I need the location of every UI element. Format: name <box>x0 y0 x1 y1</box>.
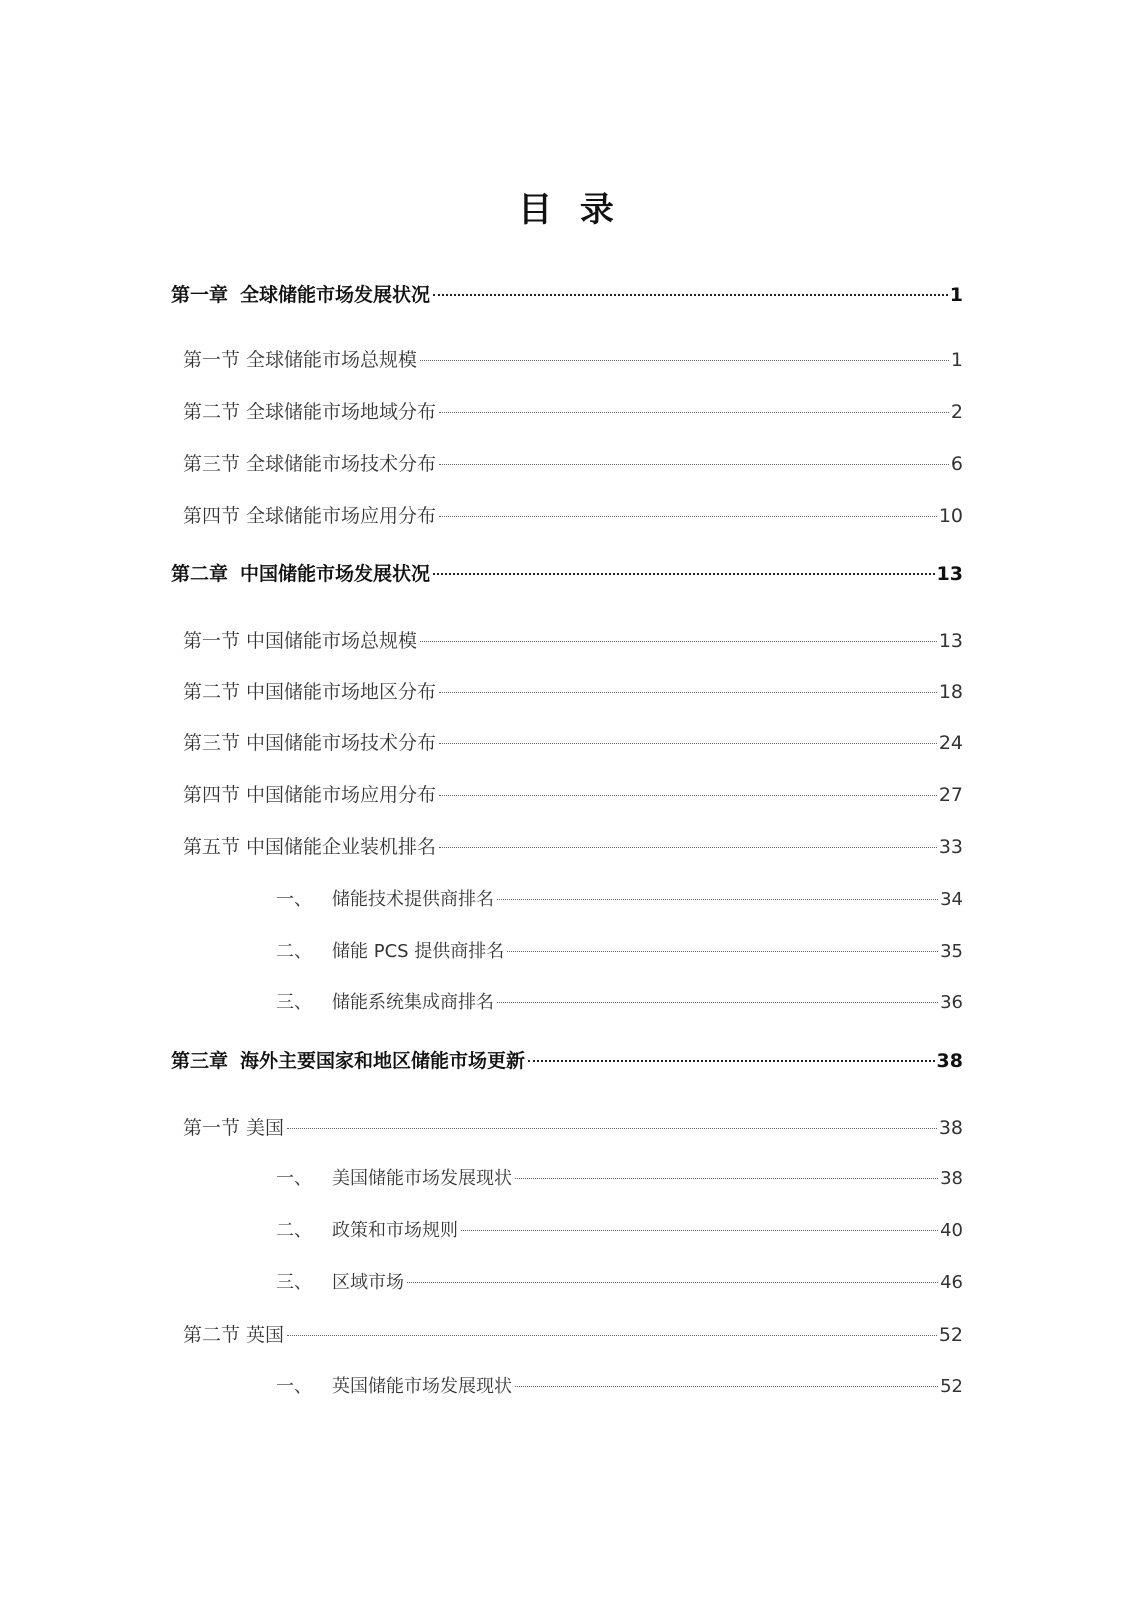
toc-entry-page-number: 10 <box>938 505 963 527</box>
toc-entry-page-number: 40 <box>940 1220 963 1241</box>
toc-entry-sub[interactable] <box>276 1268 963 1298</box>
toc-entry-section[interactable] <box>183 501 963 531</box>
toc-entry-page-number: 18 <box>938 681 963 703</box>
dot-leader <box>433 573 935 575</box>
dot-leader <box>439 412 949 413</box>
toc-entry-page-number: 33 <box>938 836 963 858</box>
toc-entry-section[interactable] <box>183 832 963 862</box>
dot-leader <box>439 516 937 517</box>
toc-entry-sub[interactable] <box>276 937 963 967</box>
dot-leader <box>287 1335 937 1336</box>
toc-entry-label <box>183 626 417 656</box>
toc-entry-section[interactable] <box>183 345 963 375</box>
toc-entry-title: 全球储能市场地域分布 <box>246 401 437 423</box>
toc-entry-number: 第四节 <box>183 505 241 527</box>
toc-entry-page-number: 27 <box>938 784 963 806</box>
toc-entry-page-number: 1 <box>950 349 963 371</box>
toc-entry-number: 一、 <box>276 1376 312 1397</box>
toc-entry-page-number: 34 <box>940 889 963 910</box>
dot-leader <box>439 692 937 693</box>
dot-leader <box>420 360 949 361</box>
dot-leader <box>439 795 937 796</box>
toc-entry-label <box>183 1113 284 1143</box>
toc-entry-sub[interactable] <box>276 1372 963 1402</box>
page-title: 目 录 <box>518 190 622 230</box>
toc-entry-section[interactable] <box>183 677 963 707</box>
toc-entry-number: 第五节 <box>183 836 241 858</box>
dot-leader <box>461 1230 938 1231</box>
toc-entry-page-number: 52 <box>938 1324 963 1346</box>
toc-entry-label <box>276 885 494 915</box>
toc-entry-page-number: 38 <box>940 1168 963 1189</box>
toc-entry-label <box>171 280 430 310</box>
toc-entry-section[interactable] <box>183 397 963 427</box>
toc-entry-page-number: 35 <box>940 941 963 962</box>
toc-entry-title: 全球储能市场应用分布 <box>246 505 437 527</box>
toc-entry-label <box>183 728 436 758</box>
toc-entry-number: 第二节 <box>183 401 241 423</box>
toc-entry-section[interactable] <box>183 728 963 758</box>
toc-entry-title: 英国 <box>246 1324 285 1346</box>
toc-entry-chapter[interactable] <box>171 559 963 589</box>
toc-entry-title: 英国储能市场发展现状 <box>332 1376 512 1397</box>
toc-entry-label <box>171 1046 525 1076</box>
toc-entry-label <box>183 449 436 479</box>
toc-entry-page-number: 24 <box>938 732 963 754</box>
toc-entry-section[interactable] <box>183 1113 963 1143</box>
toc-entry-number: 第三节 <box>183 732 241 754</box>
toc-entry-number: 一、 <box>276 889 312 910</box>
toc-entry-number: 二、 <box>276 941 312 962</box>
toc-entry-title: 美国 <box>246 1117 285 1139</box>
dot-leader <box>497 1002 938 1003</box>
toc-entry-number: 第二章 <box>171 563 229 585</box>
toc-entry-sub[interactable] <box>276 1216 963 1246</box>
dot-leader <box>515 1386 938 1387</box>
toc-entry-section[interactable] <box>183 780 963 810</box>
toc-entry-title: 中国储能企业装机排名 <box>246 836 437 858</box>
toc-entry-label <box>276 1268 404 1298</box>
toc-entry-title: 全球储能市场总规模 <box>246 349 418 371</box>
dot-leader <box>420 641 937 642</box>
toc-entry-page-number: 38 <box>936 1050 963 1072</box>
toc-entry-label <box>183 1320 284 1350</box>
toc-entry-title: 美国储能市场发展现状 <box>332 1168 512 1189</box>
toc-entry-title: 储能技术提供商排名 <box>332 889 494 910</box>
toc-entry-title: 中国储能市场地区分布 <box>246 681 437 703</box>
toc-entry-number: 第二节 <box>183 681 241 703</box>
toc-entry-page-number: 2 <box>950 401 963 423</box>
toc-entry-page-number: 46 <box>940 1272 963 1293</box>
toc-entry-label <box>183 677 436 707</box>
dot-leader <box>528 1060 935 1062</box>
dot-leader <box>507 951 938 952</box>
toc-entry-label <box>276 1372 512 1402</box>
toc-entry-title: 全球储能市场技术分布 <box>246 453 437 475</box>
dot-leader <box>515 1178 938 1179</box>
toc-entry-number: 三、 <box>276 992 312 1013</box>
toc-entry-sub[interactable] <box>276 885 963 915</box>
toc-entry-section[interactable] <box>183 1320 963 1350</box>
toc-entry-page-number: 52 <box>940 1376 963 1397</box>
toc-entry-number: 第三节 <box>183 453 241 475</box>
toc-entry-label <box>183 780 436 810</box>
toc-entry-number: 第一节 <box>183 1117 241 1139</box>
toc-entry-label <box>171 559 430 589</box>
toc-entry-label <box>276 988 494 1018</box>
toc-entry-label <box>276 937 504 967</box>
toc-entry-number: 三、 <box>276 1272 312 1293</box>
toc-entry-page-number: 36 <box>940 992 963 1013</box>
toc-entry-label <box>183 832 436 862</box>
toc-entry-sub[interactable] <box>276 988 963 1018</box>
dot-leader <box>439 743 937 744</box>
dot-leader <box>439 847 937 848</box>
toc-entry-title: 政策和市场规则 <box>332 1220 458 1241</box>
toc-entry-title: 中国储能市场总规模 <box>246 630 418 652</box>
toc-entry-title: 储能系统集成商排名 <box>332 992 494 1013</box>
dot-leader <box>439 464 949 465</box>
toc-entry-title: 区域市场 <box>332 1272 404 1293</box>
toc-entry-title: 中国储能市场技术分布 <box>246 732 437 754</box>
toc-entry-chapter[interactable] <box>171 1046 963 1076</box>
toc-entry-page-number: 1 <box>949 284 963 306</box>
toc-entry-page-number: 38 <box>938 1117 963 1139</box>
toc-entry-number: 一、 <box>276 1168 312 1189</box>
toc-entry-section[interactable] <box>183 626 963 656</box>
toc-entry-number: 第一章 <box>171 284 229 306</box>
toc-entry-title: 海外主要国家和地区储能市场更新 <box>240 1050 526 1072</box>
dot-leader <box>287 1128 937 1129</box>
toc-entry-title: 储能 PCS 提供商排名 <box>332 941 505 962</box>
toc-entry-label <box>183 345 417 375</box>
toc-entry-number: 二、 <box>276 1220 312 1241</box>
dot-leader <box>407 1282 938 1283</box>
toc-entry-label <box>183 501 436 531</box>
dot-leader <box>497 899 938 900</box>
dot-leader <box>433 294 948 296</box>
toc-entry-number: 第一节 <box>183 349 241 371</box>
toc-entry-chapter[interactable] <box>171 280 963 310</box>
toc-entry-page-number: 13 <box>936 563 963 585</box>
toc-entry-sub[interactable] <box>276 1164 963 1194</box>
toc-entry-page-number: 6 <box>950 453 963 475</box>
toc-entry-title: 中国储能市场应用分布 <box>246 784 437 806</box>
toc-entry-label <box>276 1164 512 1194</box>
toc-entry-number: 第四节 <box>183 784 241 806</box>
toc-entry-title: 中国储能市场发展状况 <box>240 563 431 585</box>
toc-entry-label <box>276 1216 458 1246</box>
toc-entry-title: 全球储能市场发展状况 <box>240 284 431 306</box>
toc-entry-number: 第一节 <box>183 630 241 652</box>
toc-entry-number: 第三章 <box>171 1050 229 1072</box>
toc-entry-section[interactable] <box>183 449 963 479</box>
toc-entry-number: 第二节 <box>183 1324 241 1346</box>
toc-entry-label <box>183 397 436 427</box>
toc-entry-page-number: 13 <box>938 630 963 652</box>
